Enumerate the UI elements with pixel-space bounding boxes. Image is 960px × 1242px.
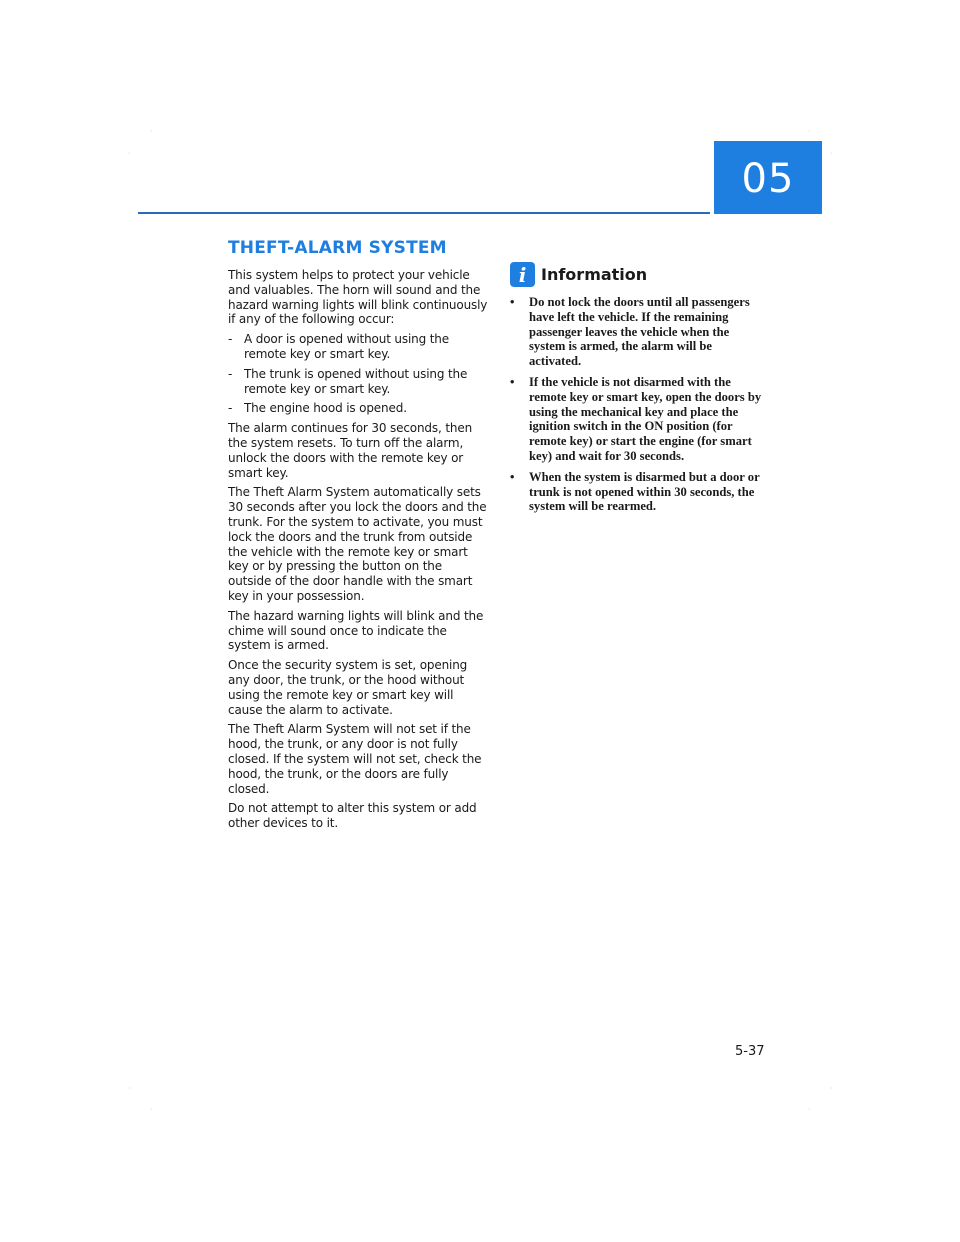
info-icon: i [510,262,535,287]
information-list [510,295,766,514]
body-paragraph: The Theft Alarm System will not set if the hood, the trunk, or any door is not fully closed. If the system will not set, check the hood, the trunk, or the doors are fully closed. [228,722,482,796]
body-paragraph: The alarm continues for 30 seconds, then the system resets. To turn off the alarm, unlock the doors with the remote key or smart key. [228,421,473,480]
information-title: Information [541,265,648,284]
information-item: • Do not lock the doors until all passengers have left the vehicle. If the remaining passenger leaves the vehicle when the system is armed, the alarm will be activated. [510,295,750,369]
condition-item: - A door is opened without using the remote key or smart key. [228,332,449,361]
information-box [510,262,766,520]
information-item: • If the vehicle is not disarmed with the remote key or smart key, open the doors by using the mechanical key and place the ignition switch in the ON position (for remote key) or start the engine (for smart key) and wait for 30 seconds. [510,374,762,463]
crop-mark: · [830,149,833,158]
crop-mark: · [150,1105,153,1114]
crop-mark: · [128,1084,131,1093]
information-item: • When the system is disarmed but a door or trunk is not opened within 30 seconds, the system will be rearmed. [510,469,760,514]
condition-item: - The trunk is opened without using the remote key or smart key. [228,366,468,396]
chapter-number: 05 [741,155,795,202]
crop-mark: · [128,149,131,158]
information-header [510,262,766,287]
main-column [228,238,488,836]
body-paragraph: Do not attempt to alter this system or add other devices to it. [228,801,477,831]
intro-paragraph: This system helps to protect your vehicle and valuables. The horn will sound and the hazard warning lights will blink continuously if any of the following occur: [228,268,488,327]
crop-mark: · [150,127,153,136]
condition-list [228,332,488,416]
crop-mark: · [808,1105,811,1114]
crop-mark: · [808,127,811,136]
page-number: 5-37 [735,1044,765,1059]
body-paragraph: The hazard warning lights will blink and the chime will sound once to indicate the system is armed. [228,608,484,653]
condition-item: - The engine hood is opened. [228,401,407,416]
section-title: THEFT-ALARM SYSTEM [228,238,447,258]
body-paragraph: The Theft Alarm System automatically sets 30 seconds after you lock the doors and the trunk. For the system to activate, you must lock the doors and the trunk from outside the vehicle with the remote key or smart key or by pressing the button on the outside of the door handle with the smart key in your possession. [228,485,487,603]
chapter-tab [714,141,822,214]
header-rule [138,212,710,214]
body-paragraph: Once the security system is set, opening any door, the trunk, or the hood without using the remote key or smart key will cause the alarm to activate. [228,658,468,717]
crop-mark: · [830,1084,833,1093]
